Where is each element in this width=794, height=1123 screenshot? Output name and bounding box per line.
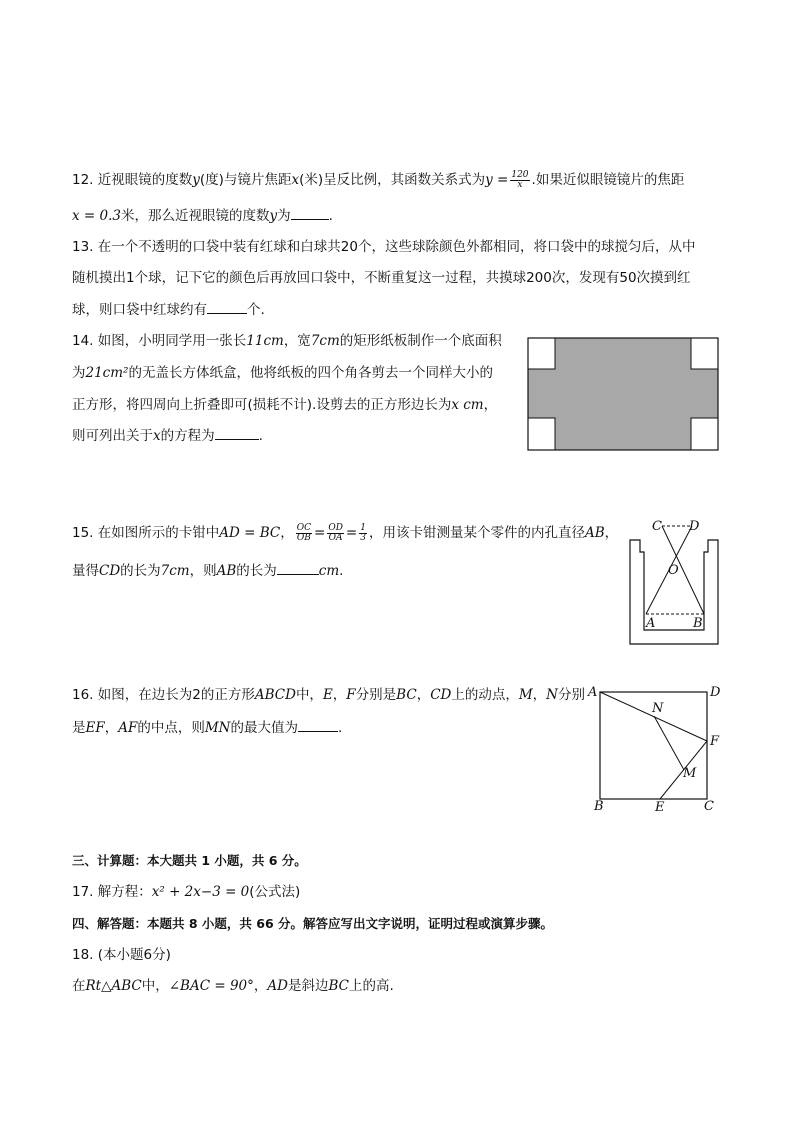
label-c: C xyxy=(704,799,714,814)
q16-line1: 16. 如图，在边长为2的正方形ABCD中，E，F分别是BC，CD上的动点，M，N分别 xyxy=(72,687,585,703)
q15-line1: 15. 在如图所示的卡钳中AD = BC， $\frac{OC}{OB}$ = $\frac{OD}{OA}$ = $\frac{1}{3}$ ，用该卡钳测量某个零件的内孔直径AB， xyxy=(72,522,619,543)
label-b: B xyxy=(594,799,604,814)
label-d: D xyxy=(689,519,700,534)
q15-fraction-oc-ob: $\frac{OC}{OB}$ xyxy=(296,522,311,543)
section3-heading: 三、计算题：本大题共 1 小题，共 6 分。 xyxy=(72,853,307,868)
q14-line2: 为21cm²的无盖长方体纸盒，他将纸板的四个角各剪去一个同样大小的 xyxy=(72,365,493,381)
q13-answer-blank[interactable] xyxy=(207,299,247,314)
q13-line1: 13. 在一个不透明的口袋中装有红球和白球共20个，这些球除颜色外都相同，将口袋中的球搅匀后，从中 xyxy=(72,239,696,255)
q14-line3: 正方形，将四周向上折叠即可(损耗不计).设剪去的正方形边长为x cm， xyxy=(72,397,498,413)
section4-heading: 四、解答题：本题共 8 小题，共 66 分。解答应写出文字说明，证明过程或演算步骤。 xyxy=(72,916,554,931)
q14-cardboard-figure xyxy=(528,338,718,450)
label-e: E xyxy=(655,800,665,815)
q13-line3: 球，则口袋中红球约有 个. xyxy=(72,299,265,320)
label-m: M xyxy=(683,766,697,781)
q14-line4: 则可列出关于x的方程为 . xyxy=(72,425,263,446)
q15-fraction-one-third: $\frac{1}{3}$ xyxy=(360,522,366,543)
q14-line1: 14. 如图，小明同学用一张长11cm，宽7cm的矩形纸板制作一个底面积 xyxy=(72,333,502,349)
q18-line: 在Rt△ABC中，∠BAC = 90°，AD是斜边BC上的高. xyxy=(72,978,394,994)
label-d: D xyxy=(710,685,721,700)
label-c: C xyxy=(652,519,662,534)
q12-line1: 12. 近视眼镜的度数y(度)与镜片焦距x(米)呈反比例，其函数关系式为y = $\frac{120}{x}$ .如果近似眼镜镜片的焦距 xyxy=(72,169,685,190)
q12-line2: x = 0.3米，那么近视眼镜的度数y为 . xyxy=(72,205,333,226)
corner-square-br xyxy=(691,418,718,450)
q16-line2: 是EF，AF的中点，则MN的最大值为 . xyxy=(72,717,342,738)
label-n: N xyxy=(652,701,664,716)
label-a: A xyxy=(646,616,656,631)
q18-title: 18. (本小题6分) xyxy=(72,947,171,963)
q17-line: 17. 解方程：x² + 2x−3 = 0(公式法) xyxy=(72,884,301,900)
corner-square-tl xyxy=(528,338,555,369)
q12-answer-blank[interactable] xyxy=(291,205,329,220)
q16-square-figure xyxy=(586,684,726,814)
q12-fraction: $\frac{120}{x}$ xyxy=(511,169,529,190)
cardboard-middle-strip xyxy=(528,369,718,418)
q14-answer-blank[interactable] xyxy=(215,425,259,440)
q15-fraction-od-oa: $\frac{OD}{OA}$ xyxy=(328,522,343,543)
corner-square-tr xyxy=(691,338,718,369)
caliper-outline xyxy=(630,540,718,644)
q13-line2: 随机摸出1个球，记下它的颜色后再放回口袋中，不断重复这一过程，共摸球200次，发现有50次摸到红 xyxy=(72,270,691,286)
label-f: F xyxy=(710,734,720,749)
segment-af xyxy=(600,692,707,741)
q15-answer-blank[interactable] xyxy=(277,560,319,575)
label-b: B xyxy=(693,616,703,631)
q16-answer-blank[interactable] xyxy=(298,717,338,732)
label-o: O xyxy=(668,563,679,578)
label-a: A xyxy=(588,685,598,700)
q15-caliper-figure xyxy=(628,516,720,646)
q15-line2: 量得CD的长为7cm，则AB的长为 cm. xyxy=(72,560,343,581)
corner-square-bl xyxy=(528,418,555,450)
